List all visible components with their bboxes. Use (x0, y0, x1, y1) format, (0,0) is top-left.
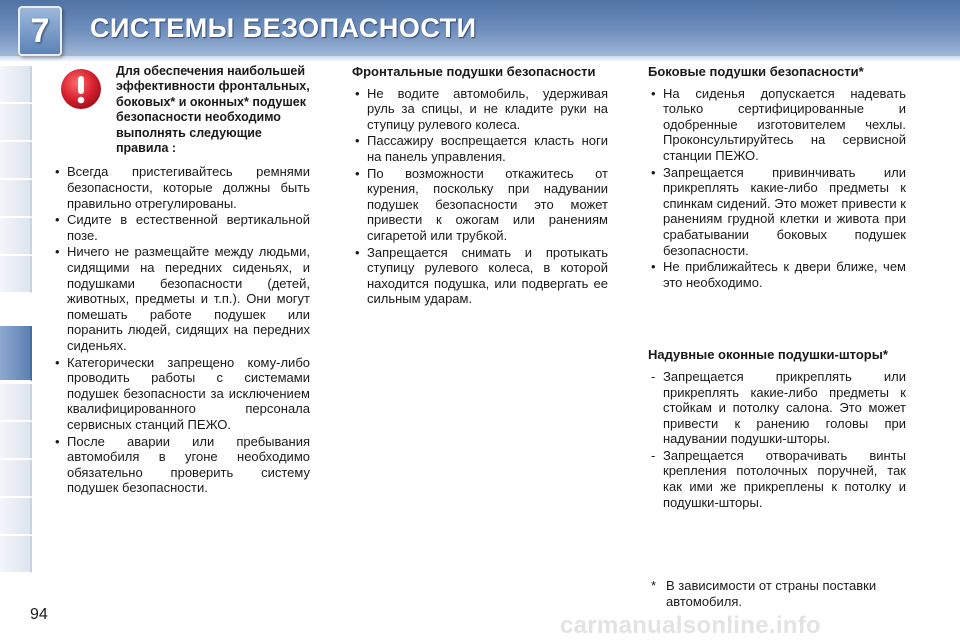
bullet-mark: • (651, 259, 656, 275)
side-tab[interactable] (0, 180, 32, 217)
footnote-text: В зависимости от страны поставки автомобиля. (666, 578, 877, 609)
section-title-front-airbags: Фронтальные подушки безопасности (352, 64, 596, 79)
side-airbags-list (648, 86, 906, 291)
section-title-curtain-airbags: Надувные оконные подушки-шторы* (648, 347, 888, 363)
bullet-mark: • (55, 244, 60, 260)
list-item (648, 369, 906, 447)
list-item (52, 355, 310, 433)
list-item-text: После аварии или пребывания автомобиля в угоне необходимо обязательно проверить систему подушек безопасности. (67, 433, 310, 496)
side-tab-strip (0, 66, 34, 576)
side-tab[interactable] (0, 66, 32, 103)
list-item-text: Сидите в естественной вертикальной позе. (67, 212, 310, 243)
bullet-mark: • (55, 433, 60, 449)
column-side-airbags (648, 64, 906, 511)
side-tab[interactable] (0, 384, 32, 421)
list-item-text: Ничего не размещайте между людьми, сидящими на передних сиденьях, и подушками безопасности (детей, животных, предметы и т.п.). Они могут помешать работе подушек или поранить людей, сидящих на передних сиденьях. (67, 244, 310, 353)
list-item-text: Категорически запрещено кому-либо проводить работы с системами подушек безопасности за исключением квалифицированного персонала сервисных станций ПЕЖО. (67, 354, 310, 432)
side-tab-active[interactable] (0, 326, 32, 381)
chapter-number: 7 (30, 11, 50, 50)
footnote-mark: * (651, 578, 657, 593)
side-tab[interactable] (0, 536, 32, 573)
page-number: 94 (30, 606, 48, 623)
list-item (648, 259, 906, 290)
bullet-mark: • (355, 244, 360, 260)
warning-text: Для обеспечения наибольшей эффективности фронтальных, боковых* и оконных* подушек безопасности необходимо выполнять следующие правила : (116, 64, 310, 156)
list-item (648, 86, 906, 164)
list-item (648, 165, 906, 259)
watermark: carmanualsonline.info (560, 612, 822, 639)
list-item-text: Запрещается снимать и протыкать ступицу рулевого колеса, в которой находится подушка, или подвергать ее сильным ударам. (367, 244, 608, 307)
bullet-mark: • (55, 212, 60, 228)
side-tab[interactable] (0, 422, 32, 459)
exclamation-icon (60, 68, 102, 110)
warning-block (52, 64, 310, 156)
list-item (352, 166, 608, 244)
bullet-mark: • (55, 164, 60, 180)
bullet-mark: • (651, 164, 656, 180)
bullet-mark: • (355, 133, 360, 149)
dash-mark: - (651, 368, 656, 384)
side-tab[interactable] (0, 256, 32, 293)
column-front-airbags (352, 64, 608, 308)
curtain-airbags-list (648, 369, 906, 510)
side-tab[interactable] (0, 460, 32, 497)
front-airbags-list (352, 86, 608, 307)
list-item-text: Запрещается прикреплять или прикреплять какие-либо предметы к стойкам и потолку салона. Это может привести к ранению головы при надувании подушки-шторы. (663, 368, 906, 447)
list-item-text: Всегда пристегивайтесь ремнями безопасности, которые должны быть правильно отрегулированы. (67, 164, 310, 211)
list-item-text: По возможности откажитесь от курения, поскольку при надувании подушек безопасности это может привести к ожогам или ранениям сигаретой или трубкой. (367, 165, 608, 243)
list-item-text: Запрещается отворачивать винты крепления потолочных поручней, так как ими же прикреплены к потолку и подушки-шторы. (663, 447, 906, 510)
bullet-mark: • (651, 85, 656, 101)
list-item (352, 86, 608, 133)
general-rules-list (52, 164, 310, 495)
side-tab[interactable] (0, 218, 32, 255)
list-item (352, 133, 608, 164)
list-item-text: Пассажиру воспрещается класть ноги на панель управления. (367, 133, 608, 164)
footnote (648, 578, 906, 609)
bullet-mark: • (355, 85, 360, 101)
list-item-text: Запрещается привинчивать или прикреплять какие-либо предметы к спинкам сидений. Это может привести к ранениям грудной клетки и живота при срабатывании боковых подушек безопасности. (663, 164, 906, 258)
bullet-mark: • (355, 165, 360, 181)
list-item (648, 448, 906, 510)
chapter-badge (18, 6, 62, 56)
list-item (52, 244, 310, 353)
side-tab[interactable] (0, 142, 32, 179)
list-item (52, 212, 310, 243)
list-item (352, 245, 608, 307)
list-item-text: На сиденья допускается надевать только сертифицированные и одобренные изготовителем чехлы. Проконсультируйтесь на сервисной станции ПЕЖО. (663, 85, 906, 163)
header-fade (0, 56, 960, 62)
list-item (52, 434, 310, 496)
list-item-text: Не приближайтесь к двери ближе, чем это необходимо. (663, 259, 906, 290)
side-tab[interactable] (0, 104, 32, 141)
list-item (52, 164, 310, 211)
side-tab[interactable] (0, 498, 32, 535)
list-item-text: Не водите автомобиль, удерживая руль за спицы, и не кладите руки на ступицу рулевого колеса. (367, 85, 608, 132)
column-general-rules (52, 64, 310, 497)
page-title: СИСТЕМЫ БЕЗОПАСНОСТИ (90, 13, 477, 43)
dash-mark: - (651, 447, 656, 463)
bullet-mark: • (55, 354, 60, 370)
section-title-side-airbags: Боковые подушки безопасности* (648, 64, 864, 79)
